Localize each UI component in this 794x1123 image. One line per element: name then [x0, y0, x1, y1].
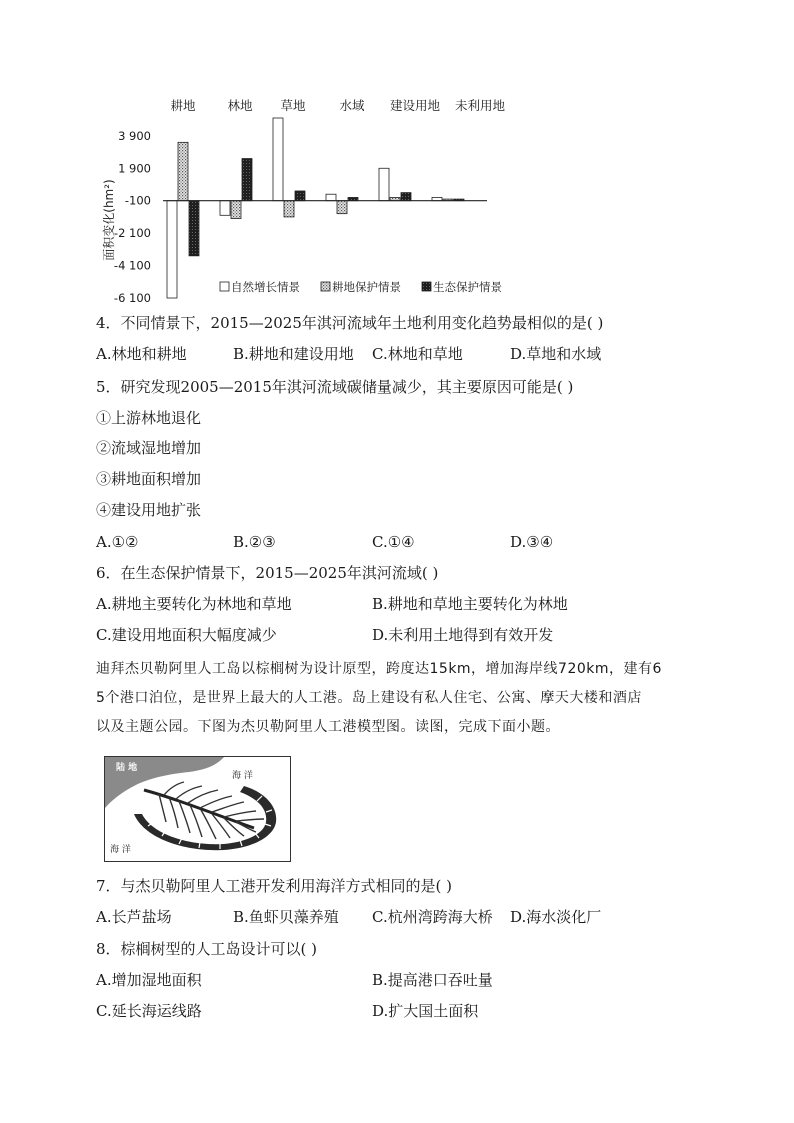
bar-2-0	[189, 201, 199, 256]
passage-line-1: 迪拜杰贝勒阿里人工岛以棕榈树为设计原型，跨度达15km，增加海岸线720km，建有6	[96, 661, 662, 677]
palm-island-map	[104, 756, 291, 862]
bar-0-1	[220, 201, 230, 216]
bar-0-4	[379, 168, 389, 200]
map-sea-label-upper: 海 洋	[232, 771, 253, 781]
map-land-label: 陆 地	[116, 763, 138, 773]
y-tick-label: -2 100	[113, 226, 151, 241]
land-use-change-chart	[95, 90, 535, 305]
legend-label-ecology: 生态保护情景	[433, 280, 502, 294]
map-sea-label-lower: 海 洋	[110, 845, 131, 855]
q8-option-b[interactable]: B.提高港口吞吐量	[372, 971, 493, 989]
q4-stem: 4．不同情景下，2015—2025年淇河流域年土地利用变化趋势最相似的是( )	[96, 314, 604, 332]
legend-swatch-natural	[220, 282, 229, 291]
category-label: 林地	[227, 98, 253, 113]
category-label: 建设用地	[389, 98, 441, 113]
y-tick-label: -4 100	[113, 258, 151, 273]
q5-item-1: ①上游林地退化	[96, 409, 202, 427]
q8-option-a[interactable]: A.增加湿地面积	[96, 971, 202, 989]
q7-stem: 7．与杰贝勒阿里人工港开发利用海洋方式相同的是( )	[96, 877, 453, 895]
q5-item-4: ④建设用地扩张	[96, 501, 202, 519]
q6-stem: 6．在生态保护情景下，2015—2025年淇河流域( )	[96, 564, 439, 582]
legend-swatch-ecology	[422, 282, 431, 291]
bar-1-3	[337, 201, 347, 214]
passage-line-3: 以及主题公园。下图为杰贝勒阿里人工港模型图。读图，完成下面小题。	[96, 719, 560, 735]
bar-1-0	[178, 142, 188, 200]
chart-legend	[220, 280, 502, 294]
reading-passage	[96, 655, 706, 742]
q7-option-b[interactable]: B.鱼虾贝藻养殖	[233, 908, 339, 926]
category-label: 水域	[339, 98, 365, 113]
q6-option-b[interactable]: B.耕地和草地主要转化为林地	[372, 595, 568, 613]
y-tick-label: -6 100	[113, 291, 151, 305]
bar-0-2	[273, 118, 283, 201]
legend-swatch-farmland	[321, 282, 330, 291]
bar-2-2	[295, 191, 305, 201]
y-tick-label: 3 900	[118, 128, 151, 143]
q4-option-a[interactable]: A.林地和耕地	[96, 345, 187, 363]
bar-2-4	[401, 193, 411, 201]
chart-y-axis-label: 面积变化(hm²)	[102, 179, 116, 261]
q4-option-b[interactable]: B.耕地和建设用地	[233, 345, 354, 363]
passage-line-2: 5个港口泊位，是世界上最大的人工港。岛上建设有私人住宅、公寓、摩天大楼和酒店	[96, 690, 642, 706]
category-label: 草地	[280, 98, 306, 113]
y-tick-label: -100	[124, 193, 151, 208]
q5-option-c[interactable]: C.①④	[372, 533, 415, 551]
bar-0-3	[326, 194, 336, 200]
q7-option-a[interactable]: A.长芦盐场	[96, 908, 172, 926]
q8-option-d[interactable]: D.扩大国土面积	[372, 1002, 479, 1020]
q7-option-d[interactable]: D.海水淡化厂	[510, 908, 602, 926]
y-tick-label: 1 900	[118, 161, 151, 176]
q5-item-3: ③耕地面积增加	[96, 470, 202, 488]
legend-label-farmland: 耕地保护情景	[332, 280, 401, 294]
q5-stem: 5．研究发现2005—2015年淇河流域碳储量减少，其主要原因可能是( )	[96, 378, 574, 396]
q8-option-c[interactable]: C.延长海运线路	[96, 1002, 202, 1020]
bar-2-1	[242, 159, 252, 201]
q4-option-d[interactable]: D.草地和水域	[510, 345, 602, 363]
q7-option-c[interactable]: C.杭州湾跨海大桥	[372, 908, 493, 926]
q5-option-a[interactable]: A.①②	[96, 533, 139, 551]
category-label: 未利用地	[454, 98, 506, 113]
q6-option-a[interactable]: A.耕地主要转化为林地和草地	[96, 595, 292, 613]
bar-1-1	[231, 201, 241, 219]
category-label: 耕地	[170, 98, 196, 113]
q6-option-c[interactable]: C.建设用地面积大幅度减少	[96, 626, 277, 644]
bar-1-2	[284, 201, 294, 217]
q6-option-d[interactable]: D.未利用土地得到有效开发	[372, 626, 554, 644]
q5-item-2: ②流域湿地增加	[96, 439, 202, 457]
q5-option-d[interactable]: D.③④	[510, 533, 554, 551]
q4-option-c[interactable]: C.林地和草地	[372, 345, 463, 363]
q5-option-b[interactable]: B.②③	[233, 533, 276, 551]
q8-stem: 8．棕榈树型的人工岛设计可以( )	[96, 940, 318, 958]
bar-0-0	[167, 201, 177, 298]
legend-label-natural: 自然增长情景	[231, 280, 300, 294]
